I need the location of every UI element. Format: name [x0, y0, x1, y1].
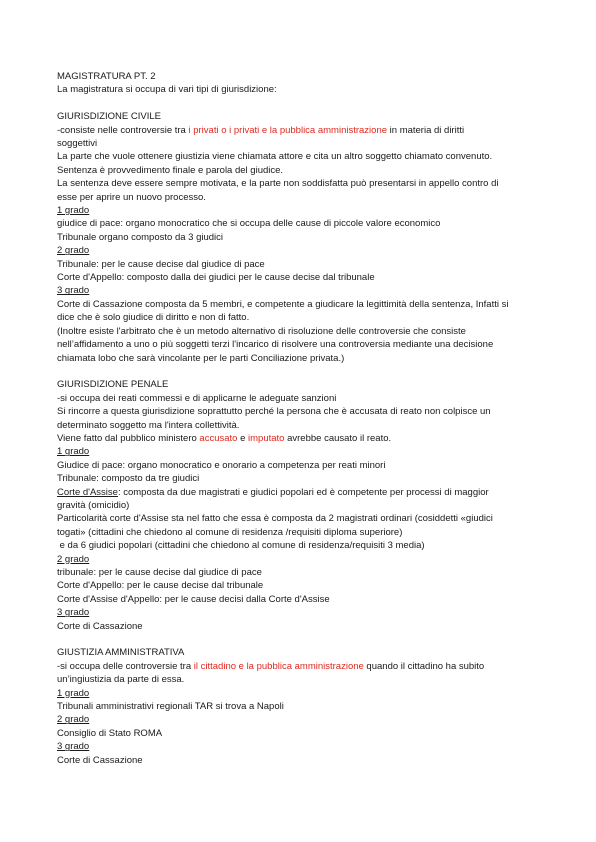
document-page	[57, 70, 547, 767]
text-run: avrebbe causato il reato.	[284, 432, 392, 444]
text-run: e	[237, 432, 249, 444]
section-heading: GIURISDIZIONE PENALE	[57, 379, 169, 391]
doc-title: MAGISTRATURA PT. 2	[57, 71, 156, 82]
paragraph-line: Giudice di pace: organo monocratico e onorario a competenza per reati minori	[57, 459, 386, 471]
paragraph-line: gravità (omicidio)	[57, 499, 130, 511]
section-civile	[57, 110, 547, 365]
paragraph-line	[57, 486, 547, 499]
paragraph-line: Particolarità corte d'Assise sta nel fatto che essa è composta da 2 magistrati ordinari (cosiddetti «giudici	[57, 513, 493, 525]
paragraph-line: Consiglio di Stato ROMA	[57, 727, 163, 739]
paragraph-line: Tribunali amministrativi regionali TAR si trova a Napoli	[57, 701, 284, 713]
section-amministrativa	[57, 646, 547, 767]
grade-heading: 1 grado	[57, 687, 90, 699]
paragraph-line: La parte che vuole ottenere giustizia viene chiamata attore e cita un altro soggetto chiamato convenuto.	[57, 151, 493, 163]
paragraph-line: determinato soggetto ma l'intera collettività.	[57, 419, 240, 431]
paragraph-line: Corte di Cassazione	[57, 620, 143, 632]
text-run: Viene fatto dal pubblico ministero	[57, 432, 200, 444]
paragraph-line: un’ingiustizia da parte di essa.	[57, 674, 185, 686]
paragraph-line	[57, 432, 547, 445]
paragraph-line: Corte di Cassazione	[57, 754, 143, 766]
spacer	[57, 633, 547, 646]
grade-heading: 2 grado	[57, 245, 90, 257]
paragraph-line: giudice di pace: organo monocratico che si occupa delle cause di piccole valore economico	[57, 218, 441, 230]
section-penale	[57, 378, 547, 633]
paragraph-line: -si occupa dei reati commessi e di applicarne le adeguate sanzioni	[57, 392, 337, 404]
paragraph-line: Sentenza è provvedimento finale e parola del giudice.	[57, 164, 284, 176]
text-run: quando il cittadino ha subito	[363, 660, 485, 672]
paragraph-line: Corte d'Assise d'Appello: per le cause decisi dalla Corte d'Assise	[57, 593, 330, 605]
section-heading: GIUSTIZIA AMMINISTRATIVA	[57, 647, 185, 659]
highlight-text: accusato	[199, 432, 238, 444]
paragraph-line	[57, 124, 547, 137]
paragraph-line: e da 6 giudici popolari (cittadini che chiedono al comune di residenza/requisiti 3 media)	[57, 540, 425, 552]
text-run: -consiste nelle controversie tra	[57, 124, 189, 136]
paragraph-line	[57, 660, 547, 673]
paragraph-line: Si rincorre a questa giurisdizione soprattutto perché la persona che è accusata di reato non colpisce un	[57, 406, 491, 418]
paragraph-line: Tribunale organo composto da 3 giudici	[57, 231, 223, 243]
paragraph-line: Corte d'Appello: per le cause decise dal tribunale	[57, 580, 264, 592]
spacer	[57, 365, 547, 378]
text-run: in materia di diritti	[387, 124, 465, 136]
paragraph-line: chiamata lobo che sarà vincolante per le parti Conciliazione privata.)	[57, 352, 345, 364]
grade-heading: 3 grado	[57, 285, 90, 297]
paragraph-line: dice che è solo giudice di diritto e non di fatto.	[57, 312, 250, 324]
paragraph-line: soggettivi	[57, 138, 98, 150]
paragraph-line: Tribunale: per le cause decise dal giudice di pace	[57, 258, 265, 270]
paragraph-line: Corte d'Appello: composto dalla dei giudici per le cause decise dal tribunale	[57, 272, 375, 284]
grade-heading: 3 grado	[57, 607, 90, 619]
paragraph-line: (Inoltre esiste l'arbitrato che è un metodo alternativo di risoluzione delle controversie che consiste	[57, 325, 466, 337]
doc-intro: La magistratura si occupa di vari tipi di giurisdizione:	[57, 84, 277, 96]
grade-heading: 2 grado	[57, 553, 90, 565]
paragraph-line: togati» (cittadini che chiedono al comune di residenza /requisiti diploma superiore)	[57, 526, 403, 538]
text-run: : composta da due magistrati e giudici popolari ed è competente per processi di maggior	[117, 486, 489, 498]
grade-heading: 1 grado	[57, 205, 90, 217]
section-heading: GIURISDIZIONE CIVILE	[57, 111, 161, 123]
highlight-text: i privati o i privati e la pubblica amministrazione	[188, 124, 388, 136]
paragraph-line: tribunale: per le cause decise dal giudice di pace	[57, 567, 262, 578]
grade-heading: 3 grado	[57, 741, 90, 753]
highlight-text: imputato	[248, 432, 285, 444]
grade-heading: 2 grado	[57, 714, 90, 726]
paragraph-line: esse per aprire un nuovo processo.	[57, 191, 206, 203]
paragraph-line: Corte di Cassazione composta da 5 membri, e competente a giudicare la legittimità della sentenza, Infatti si	[57, 298, 509, 310]
text-run: -si occupa delle controversie tra	[57, 660, 194, 672]
paragraph-line: La sentenza deve essere sempre motivata, e la parte non soddisfatta può presentarsi in appello contro di	[57, 178, 499, 190]
highlight-text: il cittadino e la pubblica amministrazione	[193, 660, 364, 672]
grade-heading: 1 grado	[57, 446, 90, 458]
spacer	[57, 97, 547, 110]
paragraph-line: Tribunale: composto da tre giudici	[57, 473, 200, 485]
paragraph-line: nell’affidamento a uno o più soggetti terzi l'incarico di risolvere una controversia mediante una decisione	[57, 339, 494, 351]
underlined-term: Corte d'Assise	[57, 486, 118, 498]
